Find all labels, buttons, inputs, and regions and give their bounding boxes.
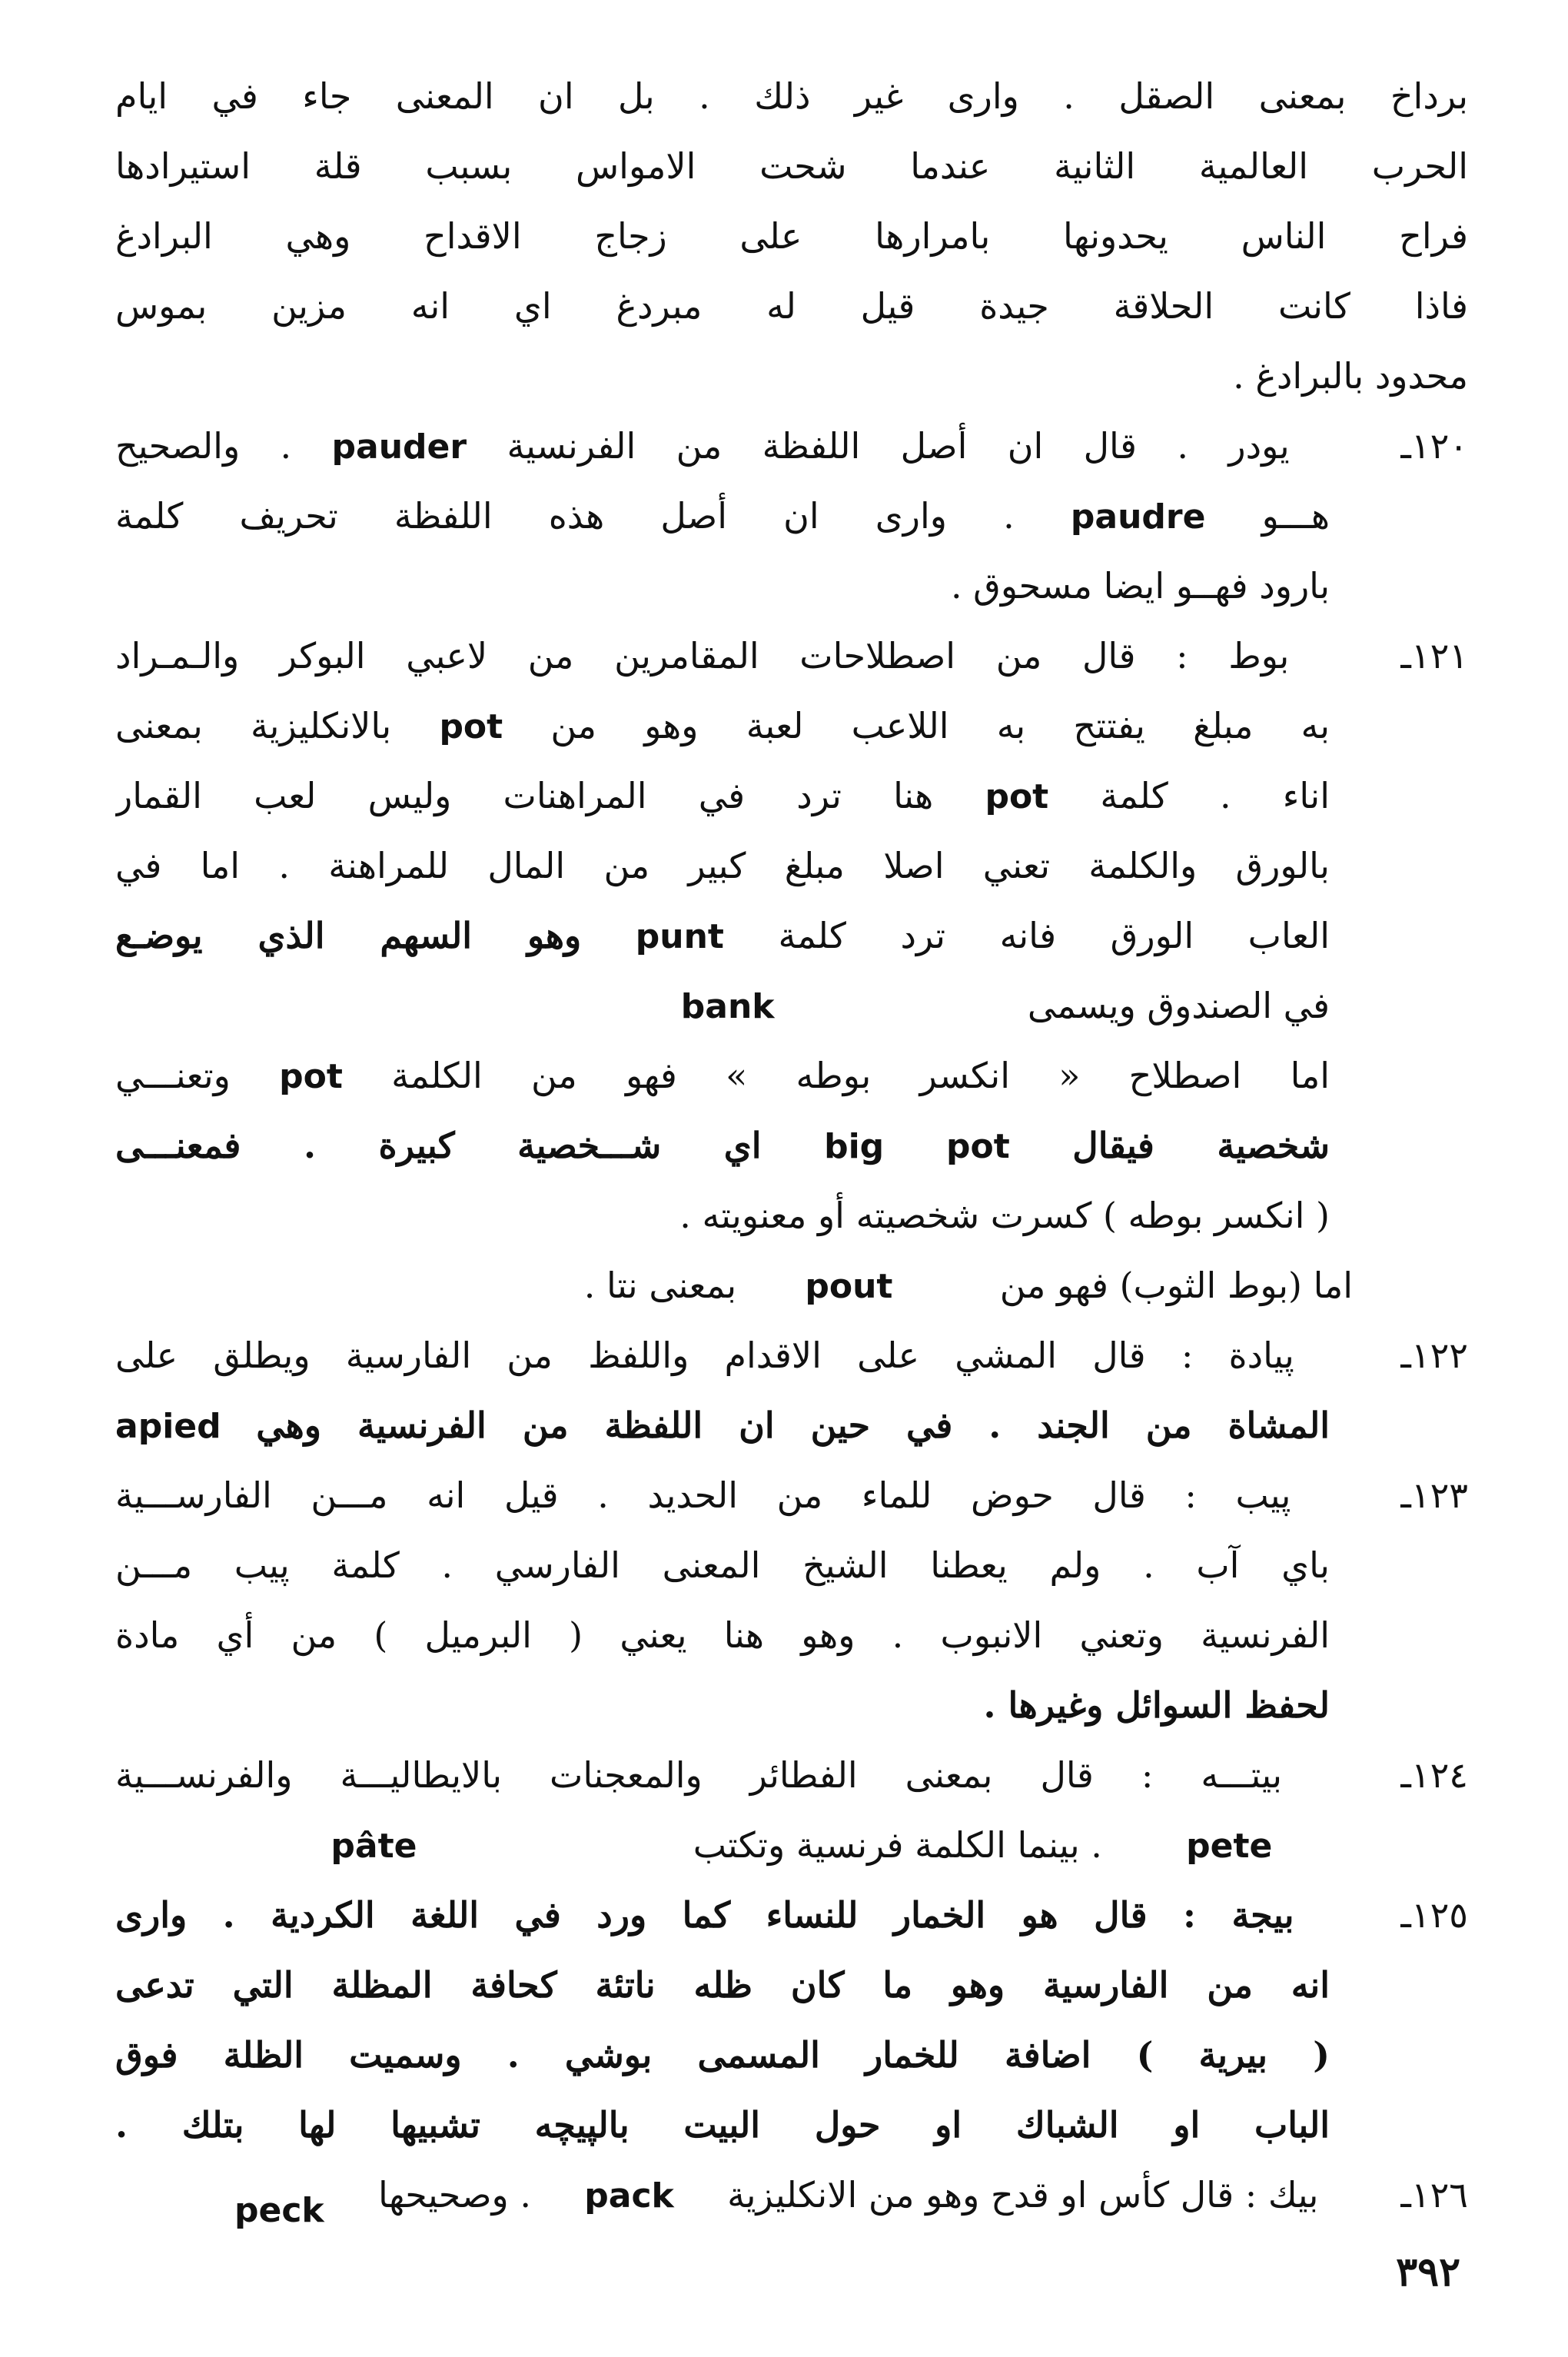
text-line [115,1810,1468,1880]
latin-term: bank [680,987,775,1026]
text-line [115,201,1468,271]
line-text: فاذا كانت الحلاقة جيدة قيل له مبردغ اي انه مزين بموس [115,285,1468,327]
text-line [115,62,1468,131]
line-text: اما (بوط الثوب) فهو من [999,1265,1353,1306]
line-text: الباب او الشباك او حول البيت بالپيچه تشبيها لها بتلك . [115,2104,1330,2146]
line-text: باي آب . ولم يعطنا الشيخ المعنى الفارسي . كلمة پيب مـــن [115,1544,1330,1586]
line-text: في الصندوق ويسمى [1027,985,1330,1026]
line-text: برداخ بمعنى الصقل . واری غیر ذلك . بل ان المعنى جاء في ايام [115,75,1468,117]
book-page [115,62,1468,2230]
text-line [115,691,1468,761]
latin-term: pâte [331,1827,417,1866]
latin-term: big pot [824,1127,1010,1166]
line-text: بوط : قال من اصطلاحات المقامرين من لاعبي البوكر والـمـراد [115,635,1290,677]
line-text: . وصحيحها [378,2174,532,2216]
line-text: بالورق والكلمة تعني اصلا مبلغ كبير من المال للمراهنة . اما في [115,845,1330,886]
latin-term: pauder [331,427,467,467]
line-text: يودر . قال ان أصل اللفظة من الفرنسية [507,425,1290,467]
text-line [115,901,1468,971]
latin-term: punt [635,917,724,956]
line-text: شخصية فيقال [1072,1125,1330,1166]
entry-number: ١٢٢ـ [1400,1335,1468,1376]
entry-number: ١٢٥ـ [1400,1894,1468,1936]
line-text: پيب : قال حوض للماء من الحديد . قيل انه مـــن الفارســـية [115,1474,1291,1516]
line-text: اما اصطلاح « انكسر بوطه » فهو من الكلمة [391,1055,1330,1096]
text-line [115,1041,1468,1111]
latin-term: pack [584,2176,674,2216]
text-line [115,2020,1468,2090]
line-text: بمعنى نتا . [583,1265,737,1306]
line-text: . بينما الكلمة فرنسية وتكتب [693,1824,1102,1866]
line-text: . واری ان أصل هذه اللفظة تحريف كلمة [115,495,1015,537]
line-text: هنا ترد في المراهنات وليس لعب القمار [115,775,934,816]
entry-number: ١٢٠ـ [1400,425,1468,467]
text-line [115,1111,1468,1181]
text-line [115,1391,1468,1461]
line-text: . والصحيح [115,425,292,467]
entry-120-line [115,411,1468,481]
entry-number: ١٢٤ـ [1400,1754,1468,1796]
text-line [115,1181,1468,1251]
text-line [115,271,1468,341]
line-text: هـــو [1261,495,1330,537]
text-line [115,971,1468,1041]
latin-term: pot [279,1057,343,1096]
line-text: بارود فهــو ايضا مسحوق . [950,565,1330,607]
entry-122-line [115,1321,1468,1391]
text-line [115,831,1468,901]
line-text: الحرب العالمية الثانية عندما شحت الامواس بسبب قلة استيرادها [115,145,1468,187]
text-line [115,1251,1468,1321]
text-line [115,2090,1468,2160]
line-text: الفرنسية وتعني الانبوب . وهو هنا يعني ( البرميل ) من أي مادة [115,1614,1330,1656]
line-text: محدود بالبرادغ . [1233,355,1468,397]
latin-term: pete [1186,1827,1273,1866]
entry-121-line [115,621,1468,691]
text-line [115,1601,1468,1671]
entry-number: ١٢٦ـ [1400,2174,1468,2216]
text-line [115,761,1468,831]
line-text: ( بيرية ) اضافة للخمار المسمى بوشي . وسميت الظلة فوق [115,2034,1330,2076]
latin-term: apied [115,1407,221,1446]
line-text: وهو السهم الذي يوضـع [115,915,582,956]
text-line [115,1950,1468,2020]
line-text: وتعنـــي [115,1055,231,1096]
line-text: بيك : قال كأس او قدح وهو من الانكليزية [727,2174,1319,2216]
latin-term: pot [439,707,503,746]
line-text: فراح الناس يحدونها بامرارها على زجاج الاقداح وهي البرادغ [115,215,1468,257]
line-text: لحفظ السوائل وغيرها . [983,1684,1330,1726]
line-text: بالانكليزية بمعنى [115,705,392,746]
entry-124-line [115,1740,1468,1810]
line-text: بيتـــه : قال بمعنى الفطائر والمعجنات بالايطاليـــة والفرنســـية [115,1754,1283,1796]
latin-term: pot [985,777,1049,816]
text-line [115,131,1468,201]
latin-term: peck [234,2191,324,2230]
line-text: بيجة : قال هو الخمار للنساء كما ورد في اللغة الكردية . وارى [115,1894,1294,1936]
line-text: اي شـــخصية كبيرة . فمعنـــى [115,1125,762,1166]
line-text: پيادة : قال المشي على الاقدام واللفظ من الفارسية ويطلق على [115,1335,1294,1376]
line-text: انه من الفارسية وهو ما كان ظله ناتئة كحافة المظلة التي تدعى [115,1964,1330,2006]
text-line [115,481,1468,551]
line-text: به مبلغ يفتتح به اللاعب لعبة وهو من [550,705,1330,746]
entry-number: ١٢٣ـ [1400,1474,1468,1516]
entry-125-line [115,1880,1468,1950]
line-text: العاب الورق فانه ترد كلمة [778,915,1330,956]
latin-term: paudre [1070,497,1206,537]
line-text: المشاة من الجند . في حين ان اللفظة من الفرنسية وهي [256,1405,1330,1446]
entry-number: ١٢١ـ [1400,635,1468,677]
line-text: اناء . كلمة [1100,775,1330,816]
line-text: ( انكسر بوطه ) كسرت شخصيته أو معنويته . [679,1195,1330,1236]
page-number: ٣٩٢ [1396,2249,1460,2295]
text-line [115,1531,1468,1601]
entry-123-line [115,1461,1468,1531]
text-line [115,341,1468,411]
latin-term: pout [805,1267,893,1306]
text-line [115,1671,1468,1740]
text-line [115,551,1468,621]
